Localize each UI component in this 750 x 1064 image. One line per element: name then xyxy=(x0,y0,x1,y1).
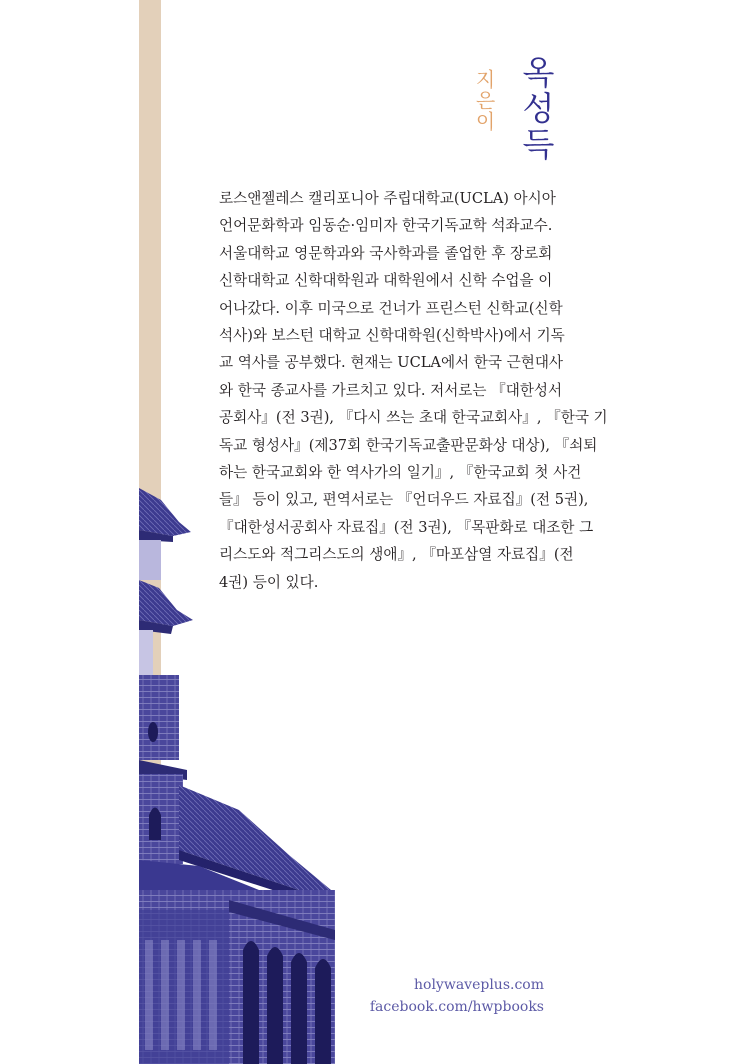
bio-line: 독교 형성사』(제37회 한국기독교출판문화상 대상), 『쇠퇴 xyxy=(219,436,598,454)
facebook-link[interactable]: facebook.com/hwpbooks xyxy=(369,999,544,1015)
bio-line: 리스도와 적그리스도의 생애』, 『마포삼열 자료집』(전 xyxy=(219,546,574,564)
bio-line: 공회사』(전 3권), 『다시 쓰는 초대 한국교회사』, 『한국 기 xyxy=(219,409,608,427)
publisher-links xyxy=(370,974,544,1018)
author-bio xyxy=(219,185,608,596)
bio-line: 언어문화학과 임동순·임미자 한국기독교학 석좌교수. xyxy=(219,217,553,235)
author-heading xyxy=(470,55,560,163)
website-link[interactable]: holywaveplus.com xyxy=(414,977,544,993)
bio-line: 들』 등이 있고, 편역서로는 『언더우드 자료집』(전 5권), xyxy=(219,491,589,509)
bio-line: 하는 한국교회와 한 역사가의 일기』, 『한국교회 첫 사건 xyxy=(219,464,582,482)
author-role: 지은이 xyxy=(472,69,496,132)
bio-line: 교 역사를 공부했다. 현재는 UCLA에서 한국 근현대사 xyxy=(219,354,564,372)
bio-line: 신학대학교 신학대학원과 대학원에서 신학 수업을 이 xyxy=(219,272,553,290)
author-name: 옥성득 xyxy=(517,55,556,163)
bio-line: 서울대학교 영문학과와 국사학과를 졸업한 후 장로회 xyxy=(219,244,553,262)
bio-line: 『대한성서공회사 자료집』(전 3권), 『목판화로 대조한 그 xyxy=(219,518,594,536)
bio-line: 어나갔다. 이후 미국으로 건너가 프린스턴 신학교(신학 xyxy=(219,299,563,317)
bio-line: 로스앤젤레스 캘리포니아 주립대학교(UCLA) 아시아 xyxy=(219,190,556,207)
bio-line: 4권) 등이 있다. xyxy=(219,573,319,591)
bio-line: 석사)와 보스턴 대학교 신학대학원(신학박사)에서 기독 xyxy=(219,327,565,345)
bio-line: 와 한국 종교사를 가르치고 있다. 저서로는 『대한성서 xyxy=(219,381,563,399)
